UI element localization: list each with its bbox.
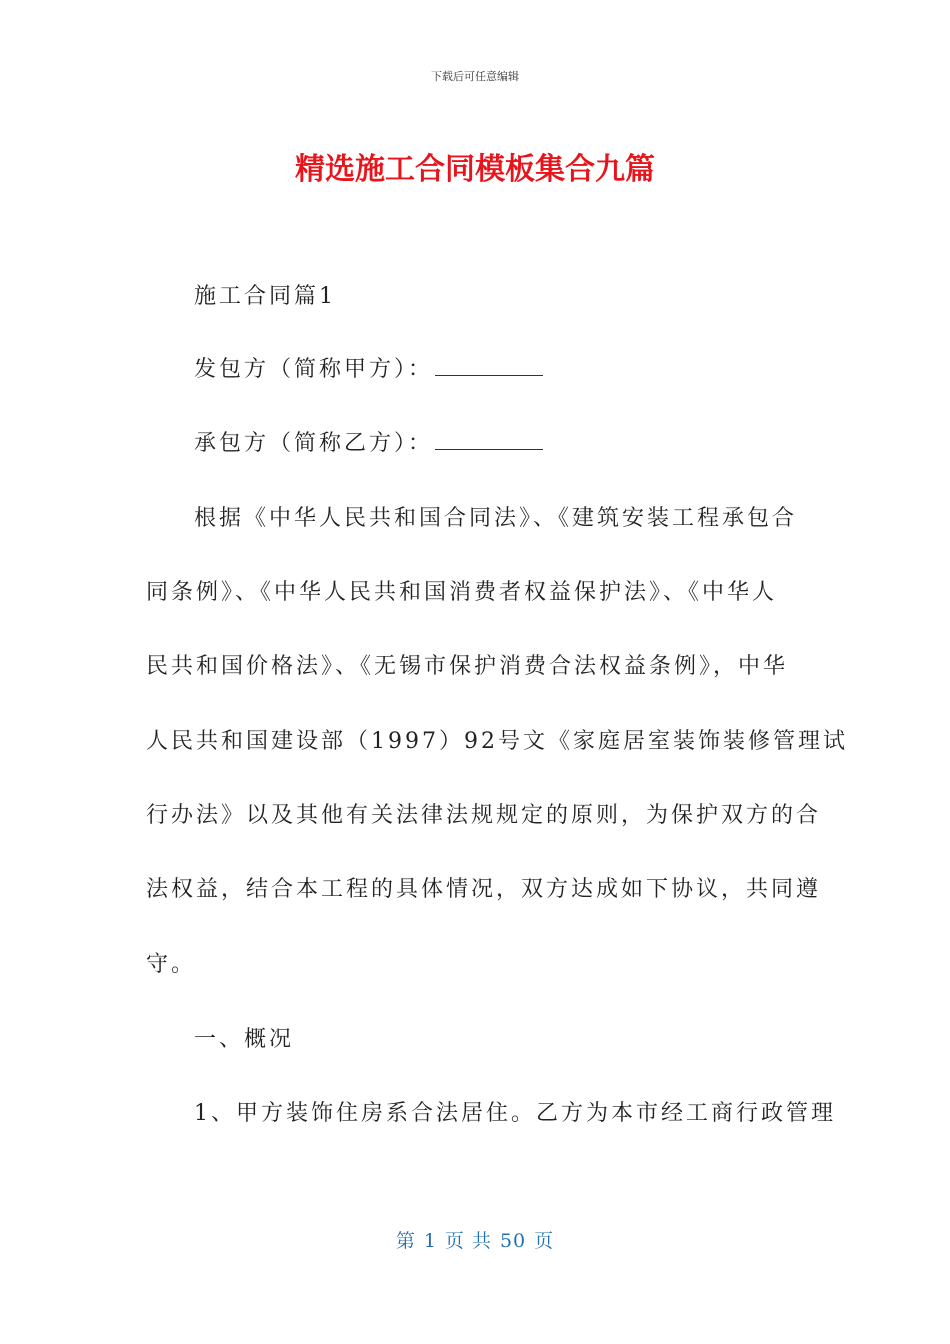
paragraph-line-6: 法权益，结合本工程的具体情况，双方达成如下协议，共同遵 [146,877,822,902]
paragraph-line-1: 根据《中华人民共和国合同法》、《建筑安装工程承包合 [194,506,798,531]
paragraph-line-7: 守。 [146,952,197,977]
item-1-line: 1、甲方装饰住房系合法居住。乙方为本市经工商行政管理 [194,1101,836,1126]
footer-suffix: 页 [534,1230,555,1252]
header-note: 下载后可任意编辑 [431,70,519,83]
paragraph-line-5: 行办法》以及其他有关法律法规规定的原则，为保护双方的合 [146,803,822,828]
paragraph-line-2: 同条例》、《中华人民共和国消费者权益保护法》、《中华人 [146,580,778,605]
subheading: 一、概况 [194,1027,295,1052]
section-heading: 施工合同篇1 [194,284,336,309]
footer-middle: 页 共 [444,1230,492,1252]
footer-prefix: 第 [395,1230,416,1252]
party-b-blank [435,429,543,450]
document-title: 精选施工合同模板集合九篇 [295,152,655,187]
paragraph-line-4: 人民共和国建设部（1997）92号文《家庭居室装饰装修管理试 [146,729,848,754]
party-b-label: 承包方（简称乙方）： [194,431,434,456]
paragraph-line-3: 民共和国价格法》、《无锡市保护消费合法权益条例》，中华 [146,654,789,679]
party-a-label: 发包方（简称甲方）： [194,357,434,382]
party-a-line [194,355,543,385]
footer-page-number: 1 [423,1230,437,1252]
party-b-line [194,429,543,459]
party-a-blank [435,355,543,376]
page-footer [0,1226,950,1253]
footer-total-pages: 50 [499,1230,527,1252]
